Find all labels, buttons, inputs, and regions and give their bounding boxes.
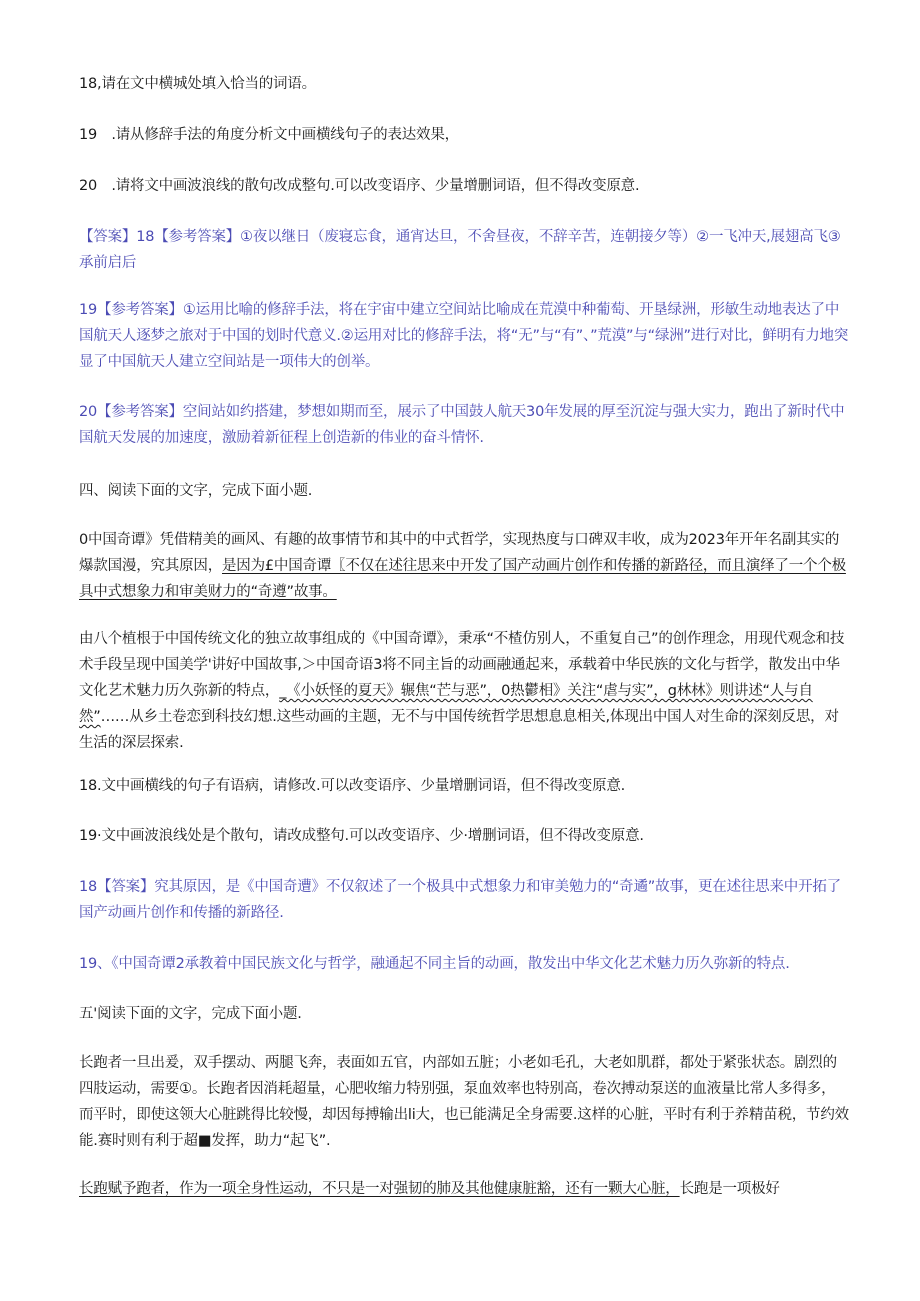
question-19: 19 .请从修辞手法的角度分析文中画横线句子的表达效果， bbox=[79, 127, 459, 143]
passage-4b-tail-text: ……从乡土卷恋到科技幻想.这些动画的主题，无不与中国传统哲学思想息息相关,体现出中国人对生命的深刻反思，对生活的深层探索. bbox=[79, 709, 839, 751]
question-18: 18,请在文中横城处填入恰当的词语。 bbox=[79, 76, 316, 92]
wavy-underlined-text: _《小妖怪的夏天》辗焦“芒与恶”，0热鬱相》关注“虐与实”，g林林》则讲述“人与自然” bbox=[79, 683, 813, 725]
passage-5b-tail-text: 长跑是一项极好 bbox=[679, 1181, 780, 1197]
passage-4-paragraph-2 bbox=[79, 626, 849, 756]
passage-4b-lead-text: 由八个植根于中国传统文化的独立故事组成的《中国奇谭》，秉承“不楂仿别人，不重复自己”的创作理念，用现代观念和技术手段呈现中国美学'讲好中国故事,＞中国奇语3将不同主旨的动画融通起来，承载着中华民族的文化与哲学，散发出中华文化艺术魅力历久弥新的特点， bbox=[79, 631, 845, 699]
underlined-sentence-5: 长跑赋予跑者，作为一项全身性运动，不只是一对强韧的肺及其他健康脏豁，还有一颗大心脏， bbox=[79, 1181, 680, 1197]
answer-19b: 19、《中国奇谭2承教着中国民族文化与哲学，融通起不同主旨的动画，散发出中华文化艺术魅力历久弥新的特点. bbox=[79, 956, 790, 972]
underlined-sentence: 是因为£中国奇谭〖不仅在述往思来中开发了国产动画片创作和传播的新路径，而且演绎了一个个极具中式想象力和审美财力的“奇遵”故事。 bbox=[79, 558, 846, 600]
passage-5-paragraph-1: 长跑者一旦出爰，双手摆动、两腿飞奔，表面如五官，内部如五脏；小老如毛孔，大老如肌群，都处于紧张状态。剧烈的四肢运动，需要①。长跑者因消耗超量，心肥收缩力特别强，泵血效率也特别高，卷次搏动泵送的血液量比常人多得多，而平时，即使这领大心脏跳得比较慢，却因每搏输出li大，也已能满足全身需要.这样的心脏，平时有利于养精苗税，节约效能.赛时则有利于超■发挥，助力“起飞”. bbox=[79, 1055, 849, 1149]
answer-18b: 18【答案】究其原因，是《中国奇遭》不仅叙述了一个极具中式想象力和审美勉力的“奇遹”故事，更在述往思来中开拓了国产动画片创作和传播的新路径. bbox=[79, 879, 841, 921]
passage-5-paragraph-2 bbox=[79, 1176, 849, 1202]
answer-18: 【答案】18【参考答案】①夜以继日（废寝忘食，通宵达旦，不舍昼夜，不辞辛苦，连朝接夕等）②一飞冲天,展翅高飞③承前启后 bbox=[79, 229, 841, 271]
section-5-heading: 五'阅读下面的文字，完成下面小题. bbox=[79, 1006, 302, 1022]
question-20: 20 .请将文中画波浪线的散句改成整句.可以改变语序、少量增删词语，但不得改变原意. bbox=[79, 178, 640, 194]
question-19b: 19·文中画波浪线处是个散句，请改成整句.可以改变语序、少·增删词语，但不得改变原意. bbox=[79, 828, 644, 844]
passage-4-lead-text: 0中国奇谭》凭借精美的画风、有趣的故事情节和其中的中式哲学，实现热度与口碑双丰收，成为2023年开年名副其实的爆款国漫，究其原因， bbox=[79, 532, 840, 574]
passage-4-paragraph-1 bbox=[79, 527, 849, 605]
question-18b: 18.文中画横线的句子有语病，请修改.可以改变语序、少量增删词语，但不得改变原意. bbox=[79, 778, 626, 794]
section-4-heading: 四、阅读下面的文字，完成下面小题. bbox=[79, 483, 313, 499]
answer-20: 20【参考答案】空间站如约搭建，梦想如期而至，展示了中国鼓人航天30年发展的厚至沉淀与强大实力，跑出了新时代中国航天发展的加速度，激励着新征程上创造新的伟业的奋斗情怀. bbox=[79, 404, 845, 446]
answer-19: 19【参考答案】①运用比喻的修辞手法，将在宇宙中建立空间站比喻成在荒漠中种葡萄、开垦绿洲，形敏生动地表达了中国航天人逐梦之旅对于中国的划时代意义.②运用对比的修辞手法，将“无”与“有”、”荒漠”与“绿洲”进行对比，鲜明有力地突显了中国航天人建立空间站是一项伟大的创举。 bbox=[79, 302, 849, 370]
